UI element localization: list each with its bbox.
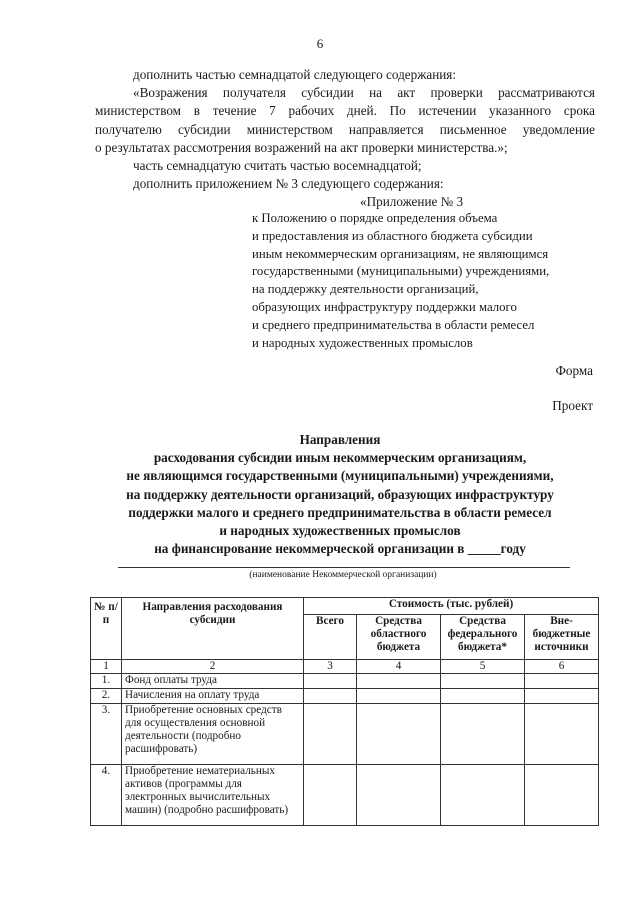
column-number: 4 — [357, 660, 441, 674]
cell-other — [525, 689, 599, 704]
row-number: 4. — [91, 765, 122, 826]
appendix-caption-line: и народных художественных промыслов — [252, 335, 473, 350]
appendix-title: «Приложение № 3 — [360, 194, 464, 209]
paragraph-objections-quote — [95, 84, 595, 157]
column-number: 1 — [91, 660, 122, 674]
cell-total — [304, 689, 357, 704]
heading-line: не являющимся государственными (муниципальными) учреждениями, — [126, 468, 554, 484]
heading-line: расходования субсидии иным некоммерческим организациям, — [153, 450, 527, 466]
cell-total — [304, 704, 357, 765]
header-federal-budget: Средства федерального бюджета* — [441, 615, 525, 660]
paragraph-add-part-17: дополнить частью семнадцатой следующего содержания: — [133, 67, 457, 82]
appendix-caption-line: на поддержку деятельности организаций, — [252, 282, 479, 297]
cell-other — [525, 704, 599, 765]
table-row — [91, 689, 599, 704]
appendix-caption-line: иным некоммерческим организациям, не являющимся — [252, 246, 549, 261]
heading-line: поддержки малого и среднего предпринимательства в области ремесел — [128, 504, 552, 520]
cell-other — [525, 765, 599, 826]
row-number: 3. — [91, 704, 122, 765]
row-name: Начисления на оплату труда — [122, 689, 304, 704]
column-number-row — [91, 660, 599, 674]
draft-label: Проект — [552, 398, 593, 413]
form-label: Форма — [555, 363, 593, 378]
document-heading — [80, 431, 600, 558]
table-row — [91, 765, 599, 826]
appendix-caption-line: к Положению о порядке определения объема — [252, 211, 498, 225]
cell-federal — [441, 689, 525, 704]
paragraph-renumber: часть семнадцатую считать частью восемнадцатой; — [133, 158, 422, 173]
column-number: 6 — [525, 660, 599, 674]
heading-line: на финансирование некоммерческой организации в _____году — [154, 541, 526, 557]
header-extra-budgetary: Вне-бюджетные источники — [525, 615, 599, 660]
header-total: Всего — [304, 615, 357, 660]
header-direction: Направления расходования субсидии — [122, 598, 304, 660]
quote-line: «Возражения получателя субсидии на акт проверки рассматриваются — [133, 85, 595, 100]
header-cost: Стоимость (тыс. рублей) — [304, 598, 599, 615]
paragraph-add-appendix: дополнить приложением № 3 следующего содержания: — [133, 176, 444, 191]
column-number: 2 — [122, 660, 304, 674]
cell-regional — [357, 765, 441, 826]
cell-total — [304, 674, 357, 689]
cell-other — [525, 674, 599, 689]
quote-line: о результатах рассмотрения возражений на акт проверки министерства.»; — [95, 139, 508, 155]
appendix-caption-line: образующих инфраструктуру поддержки малого — [252, 299, 517, 314]
row-name: Приобретение нематериальных активов (программы для электронных вычислительных машин) (подробно расшифровать) — [122, 765, 304, 826]
cell-federal — [441, 704, 525, 765]
cell-federal — [441, 674, 525, 689]
appendix-caption-line: и среднего предпринимательства в области ремесел — [252, 317, 535, 332]
org-name-caption: (наименование Некоммерческой организации) — [249, 570, 437, 580]
cell-total — [304, 765, 357, 826]
expenses-table — [90, 597, 599, 826]
cell-federal — [441, 765, 525, 826]
row-number: 1. — [91, 674, 122, 689]
quote-line: получателю субсидии министерством направляется письменное уведомление — [95, 121, 595, 137]
heading-line: Направления — [299, 432, 381, 447]
table-row — [91, 704, 599, 765]
row-name: Приобретение основных средств для осуществления основной деятельности (подробно расшифровать) — [122, 704, 304, 765]
column-number: 5 — [441, 660, 525, 674]
heading-line: и народных художественных промыслов — [219, 523, 461, 539]
cell-regional — [357, 704, 441, 765]
heading-line: на поддержку деятельности организаций, образующих инфраструктуру — [126, 486, 554, 502]
column-number: 3 — [304, 660, 357, 674]
row-number: 2. — [91, 689, 122, 704]
quote-line: министерством в течение 7 рабочих дней. По истечении указанного срока — [95, 103, 595, 119]
row-name: Фонд оплаты труда — [122, 674, 304, 689]
cell-regional — [357, 689, 441, 704]
appendix-caption — [252, 210, 549, 352]
cell-regional — [357, 674, 441, 689]
appendix-caption-line: государственными (муниципальными) учреждениями, — [252, 264, 550, 279]
page-number: 6 — [316, 36, 324, 51]
header-regional-budget: Средства областного бюджета — [357, 615, 441, 660]
table-row — [91, 674, 599, 689]
header-num: № п/п — [91, 598, 122, 660]
org-name-underline — [118, 567, 570, 568]
appendix-caption-line: и предоставления из областного бюджета субсидии — [252, 228, 533, 243]
